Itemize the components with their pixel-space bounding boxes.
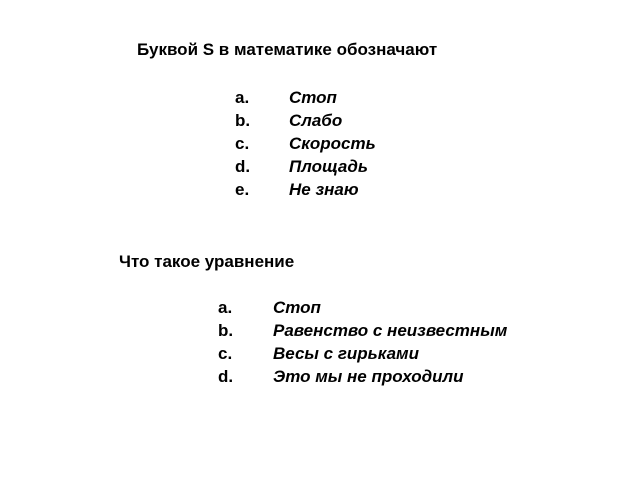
option-text: Стоп xyxy=(273,298,321,317)
option-letter: d. xyxy=(235,157,251,176)
option-letter: a. xyxy=(235,88,250,107)
option-letter: a. xyxy=(218,298,233,317)
option-letter: c. xyxy=(235,134,250,153)
option-text: Площадь xyxy=(289,157,368,176)
option-text: Равенство с неизвестным xyxy=(273,321,508,340)
option-text: Скорость xyxy=(289,134,376,153)
option-text: Это мы не проходили xyxy=(273,367,464,386)
option-letter: b. xyxy=(235,111,251,130)
option-text: Слабо xyxy=(289,111,343,130)
option-text: Весы с гирьками xyxy=(273,344,419,363)
option-letter: e. xyxy=(235,180,250,199)
option-letter: b. xyxy=(218,321,234,340)
option-letter: d. xyxy=(218,367,234,386)
question-1-text: Буквой S в математике обозначают xyxy=(137,40,438,59)
option-text: Не знаю xyxy=(289,180,359,199)
option-text: Стоп xyxy=(289,88,337,107)
question-2-text: Что такое уравнение xyxy=(119,252,295,271)
option-letter: c. xyxy=(218,344,233,363)
